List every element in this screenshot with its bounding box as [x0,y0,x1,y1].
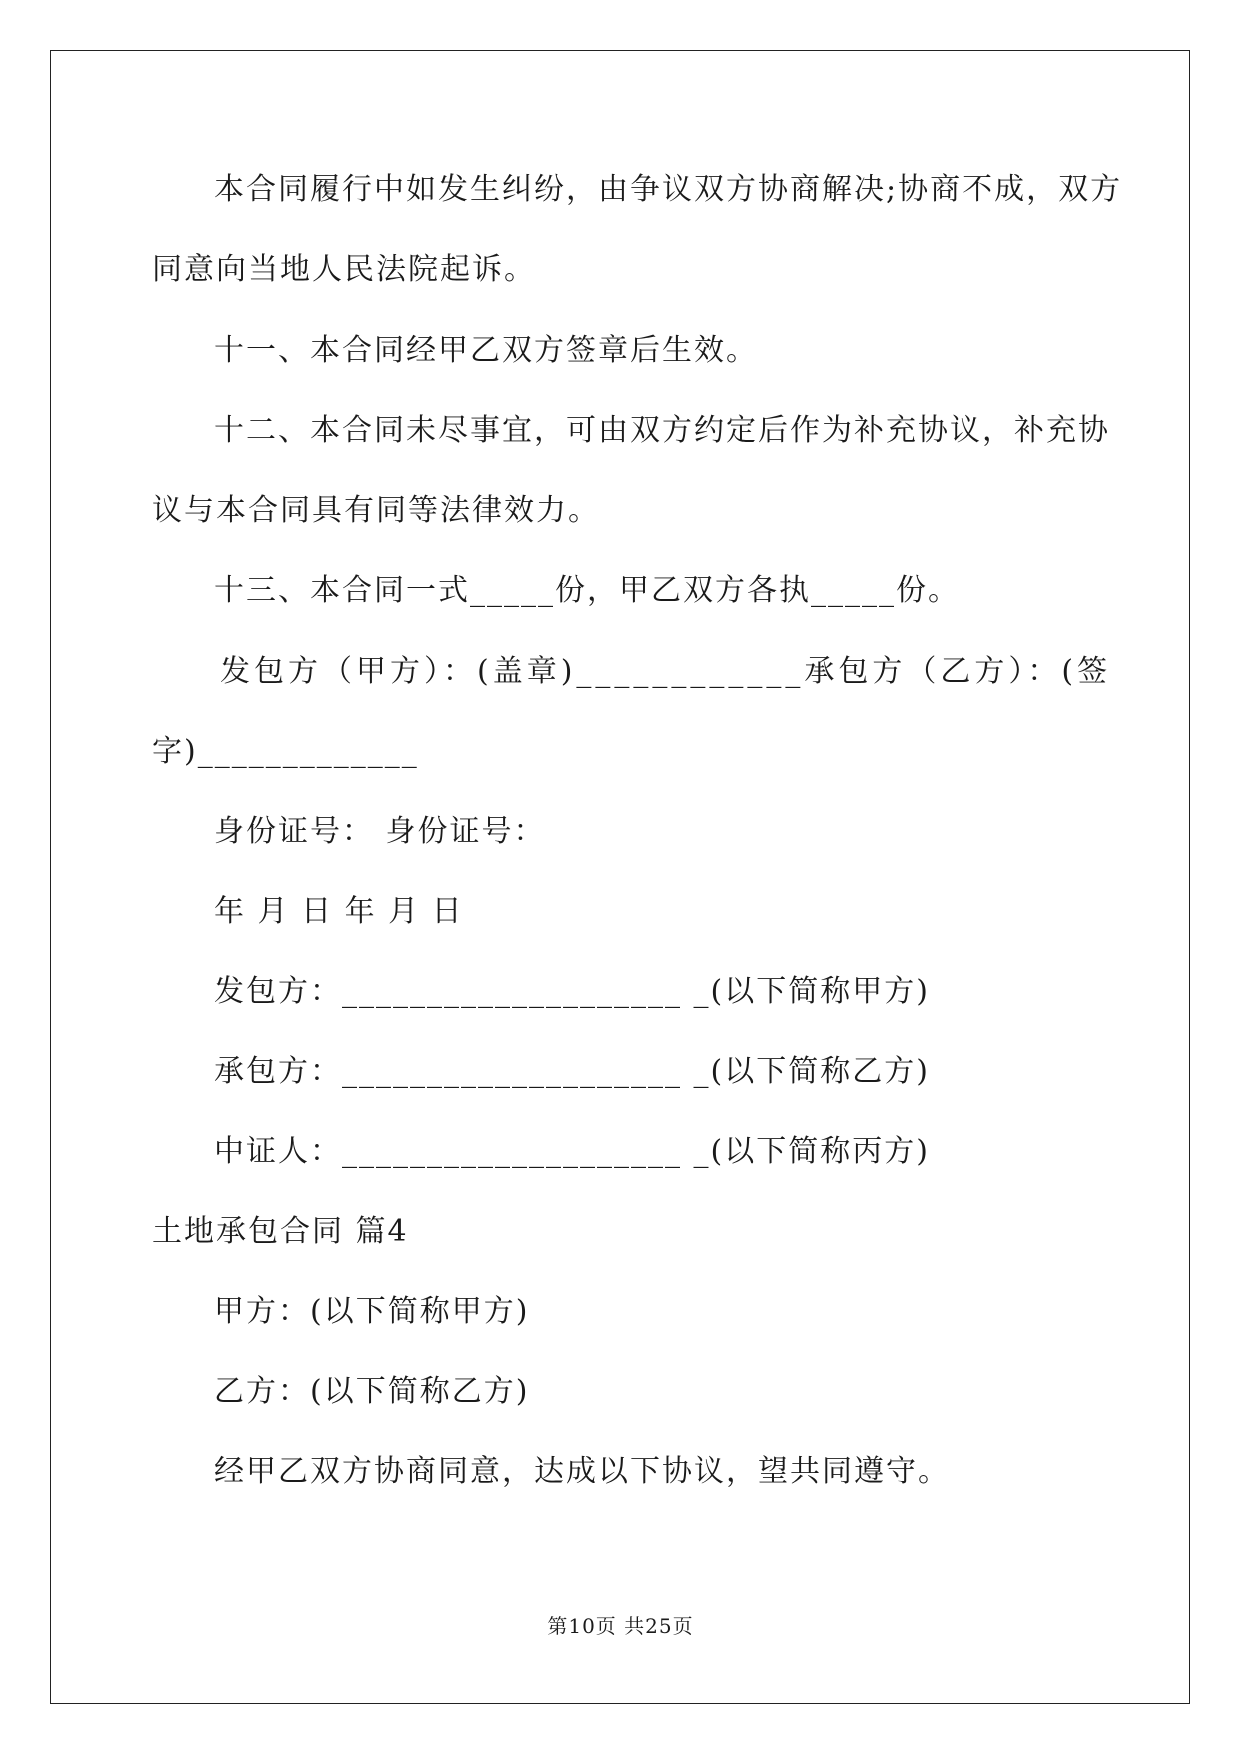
clause-eleven: 十一、本合同经甲乙双方签章后生效。 [214,333,758,368]
witness-party-c: 中证人：____________________ _(以下简称丙方) [214,1134,930,1169]
party-a-line: 甲方：(以下简称甲方) [214,1294,530,1329]
party-b-line: 乙方：(以下简称乙方) [214,1374,530,1409]
paragraph-dispute-line1: 本合同履行中如发生纠纷，由争议双方协商解决;协商不成，双方 [214,172,1123,207]
agreement-intro: 经甲乙双方协商同意，达成以下协议，望共同遵守。 [214,1454,950,1489]
contractor-party-b: 承包方：____________________ _(以下简称乙方) [214,1054,930,1089]
contractor-party-a: 发包方：____________________ _(以下简称甲方) [214,974,930,1009]
paragraph-dispute-line2: 同意向当地人民法院起诉。 [152,252,536,287]
signature-line2: 字)_____________ [152,734,419,769]
page-footer: 第10页 共25页 [547,1614,694,1638]
section-heading: 土地承包合同 篇4 [152,1214,409,1249]
id-number-line: 身份证号： 身份证号： [214,814,546,849]
clause-thirteen: 十三、本合同一式_____份，甲乙双方各执_____份。 [214,573,960,608]
clause-twelve-line1: 十二、本合同未尽事宜，可由双方约定后作为补充协议，补充协 [214,413,1110,448]
date-line: 年 月 日 年 月 日 [214,894,464,929]
signature-line1: 发包方（甲方）：(盖章)____________承包方（乙方）：(签 [220,654,1112,689]
clause-twelve-line2: 议与本合同具有同等法律效力。 [152,493,600,528]
